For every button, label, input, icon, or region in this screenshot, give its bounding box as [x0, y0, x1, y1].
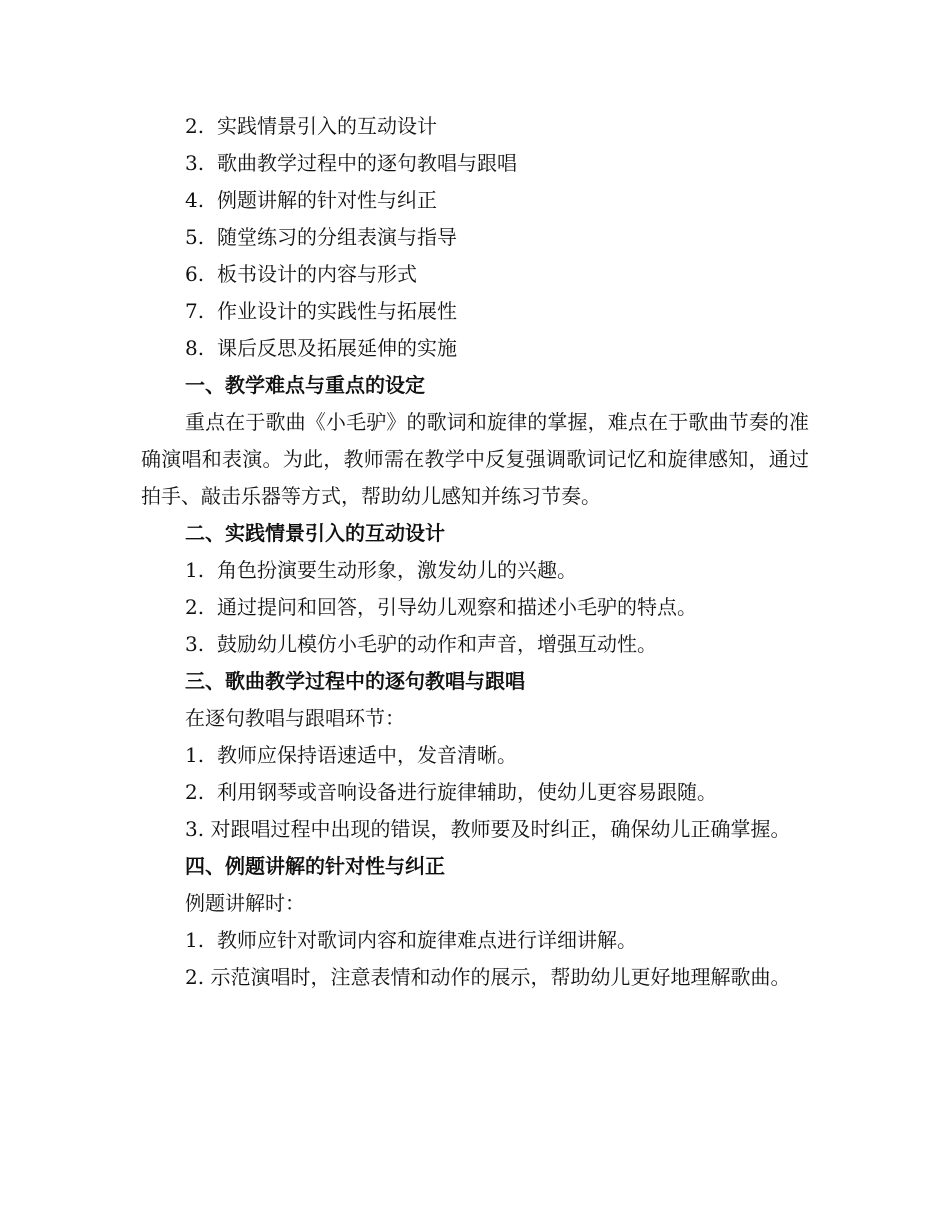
document-page [141, 108, 809, 996]
item-number: 7. [185, 299, 205, 323]
outline-item [141, 182, 809, 219]
item-text: 作业设计的实践性与拓展性 [217, 299, 457, 323]
item-number: 4. [185, 188, 205, 212]
section-intro: 例题讲解时： [185, 891, 305, 915]
item-text: 通过提问和回答，引导幼儿观察和描述小毛驴的特点。 [217, 595, 697, 619]
item-number: 1. [185, 928, 205, 952]
item-number: 3. [185, 151, 205, 175]
outline-item [141, 293, 809, 330]
item-text: 利用钢琴或音响设备进行旋律辅助，使幼儿更容易跟随。 [217, 780, 717, 804]
list-item-wrapped: 3. 对跟唱过程中出现的错误，教师要及时纠正，确保幼儿正确掌握。 [185, 817, 791, 841]
section-intro: 在逐句教唱与跟唱环节： [185, 706, 405, 730]
outline-list [141, 108, 809, 367]
section-paragraph: 重点在于歌曲《小毛驴》的歌词和旋律的掌握，难点在于歌曲节奏的准确演唱和表演。为此，教师需在教学中反复强调歌词记忆和旋律感知，通过拍手、敲击乐器等方式，帮助幼儿感知并练习节奏。 [141, 410, 809, 508]
list-item [141, 626, 809, 663]
item-text: 课后反思及拓展延伸的实施 [217, 336, 457, 360]
section-heading: 二、实践情景引入的互动设计 [185, 521, 445, 545]
item-number: 2. [185, 780, 205, 804]
item-text: 鼓励幼儿模仿小毛驴的动作和声音，增强互动性。 [217, 632, 657, 656]
item-number: 1. [185, 558, 205, 582]
list-item [141, 922, 809, 959]
item-number: 6. [185, 262, 205, 286]
item-text: 歌曲教学过程中的逐句教唱与跟唱 [217, 151, 517, 175]
item-text: 角色扮演要生动形象，激发幼儿的兴趣。 [217, 558, 577, 582]
item-text: 实践情景引入的互动设计 [217, 114, 437, 138]
item-number: 8. [185, 336, 205, 360]
outline-item [141, 219, 809, 256]
list-item [141, 737, 809, 774]
item-number: 5. [185, 225, 205, 249]
item-number: 3. [185, 632, 205, 656]
list-item [141, 774, 809, 811]
section-heading: 一、教学难点与重点的设定 [185, 373, 425, 397]
item-text: 例题讲解的针对性与纠正 [217, 188, 437, 212]
item-text: 板书设计的内容与形式 [217, 262, 417, 286]
list-item [141, 552, 809, 589]
item-text: 教师应针对歌词内容和旋律难点进行详细讲解。 [217, 928, 637, 952]
item-text: 教师应保持语速适中，发音清晰。 [217, 743, 517, 767]
outline-item [141, 108, 809, 145]
list-item [141, 589, 809, 626]
outline-item [141, 330, 809, 367]
outline-item [141, 145, 809, 182]
list-item-wrapped: 2. 示范演唱时，注意表情和动作的展示，帮助幼儿更好地理解歌曲。 [185, 965, 791, 989]
item-number: 2. [185, 114, 205, 138]
outline-item [141, 256, 809, 293]
item-number: 1. [185, 743, 205, 767]
section-heading: 四、例题讲解的针对性与纠正 [185, 854, 445, 878]
item-number: 2. [185, 595, 205, 619]
section-heading: 三、歌曲教学过程中的逐句教唱与跟唱 [185, 669, 525, 693]
item-text: 随堂练习的分组表演与指导 [217, 225, 457, 249]
